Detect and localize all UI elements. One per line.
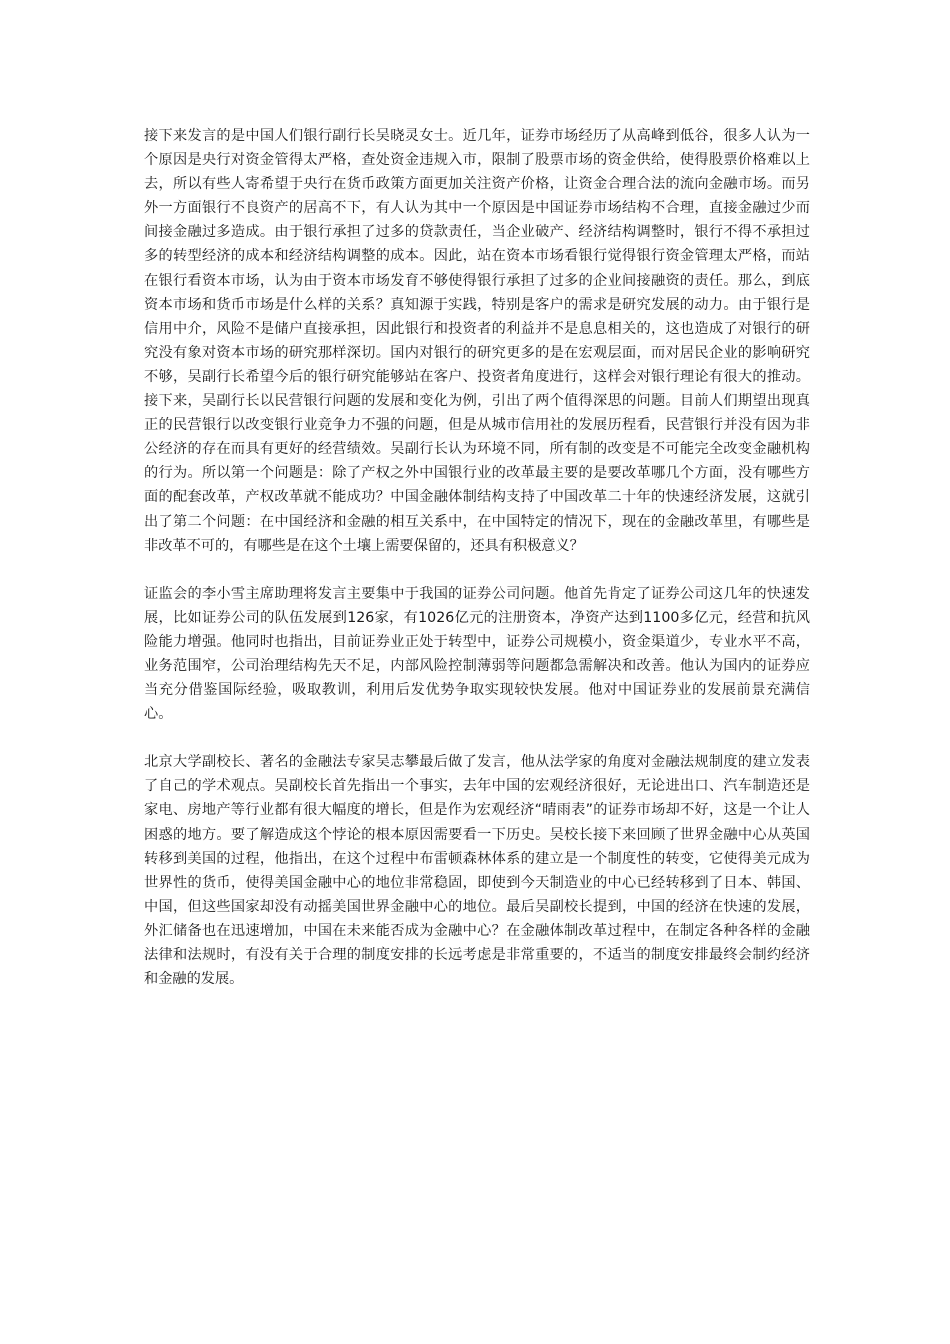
document-page xyxy=(144,124,810,1015)
paragraph-li-xiaoxue-speech: 证监会的李小雪主席助理将发言主要集中于我国的证券公司问题。他首先肯定了证券公司这几年的快速发展，比如证券公司的队伍发展到126家，有1026亿元的注册资本，净资产达到1100多亿元，经营和抗风险能力增强。他同时也指出，目前证券业正处于转型中，证券公司规模小，资金渠道少，专业水平不高，业务范围窄，公司治理结构先天不足，内部风险控制薄弱等问题都急需解决和改善。他认为国内的证券应当充分借鉴国际经验，吸取教训，利用后发优势争取实现较快发展。他对中国证券业的发展前景充满信心。 xyxy=(144,585,810,723)
paragraph-wu-zhipan-speech: 北京大学副校长、著名的金融法专家吴志攀最后做了发言，他从法学家的角度对金融法规制度的建立发表了自己的学术观点。吴副校长首先指出一个事实，去年中国的宏观经济很好，无论进出口、汽车制造还是家电、房地产等行业都有很大幅度的增长，但是作为宏观经济“晴雨表”的证券市场却不好，这是一个让人困惑的地方。要了解造成这个悖论的根本原因需要看一下历史。吴校长接下来回顾了世界金融中心从英国转移到美国的过程，他指出，在这个过程中布雷顿森林体系的建立是一个制度性的转变，它使得美元成为世界性的货币，使得美国金融中心的地位非常稳固，即使到今天制造业的中心已经转移到了日本、韩国、中国，但这些国家却没有动摇美国世界金融中心的地位。最后吴副校长提到，中国的经济在快速的发展，外汇储备也在迅速增加，中国在未来能否成为金融中心？在金融体制改革过程中，在制定各种各样的金融法律和法规时，有没有关于合理的制度安排的长远考虑是非常重要的，不适当的制度安排最终会制约经济和金融的发展。 xyxy=(144,754,810,988)
paragraph-wu-xiaoling-speech: 接下来发言的是中国人们银行副行长吴晓灵女士。近几年，证券市场经历了从高峰到低谷，很多人认为一个原因是央行对资金管得太严格，查处资金违规入市，限制了股票市场的资金供给，使得股票价格难以上去，所以有些人寄希望于央行在货币政策方面更加关注资产价格，让资金合理合法的流向金融市场。而另外一方面银行不良资产的居高不下，有人认为其中一个原因是中国证券市场结构不合理，直接金融过少而间接金融过多造成。由于银行承担了过多的贷款责任，当企业破产、经济结构调整时，银行不得不承担过多的转型经济的成本和经济结构调整的成本。因此，站在资本市场看银行觉得银行资金管理太严格，而站在银行看资本市场，认为由于资本市场发育不够使得银行承担了过多的企业间接融资的责任。那么，到底资本市场和货币市场是什么样的关系？真知源于实践，特别是客户的需求是研究发展的动力。由于银行是信用中介，风险不是储户直接承担，因此银行和投资者的利益并不是息息相关的，这也造成了对银行的研究没有象对资本市场的研究那样深切。国内对银行的研究更多的是在宏观层面，而对居民企业的影响研究不够，吴副行长希望今后的银行研究能够站在客户、投资者角度进行，这样会对银行理论有很大的推动。接下来，吴副行长以民营银行问题的发展和变化为例，引出了两个值得深思的问题。目前人们期望出现真正的民营银行以改变银行业竞争力不强的问题，但是从城市信用社的发展历程看，民营银行并没有因为非公经济的存在而具有更好的经营绩效。吴副行长认为环境不同，所有制的改变是不可能完全改变金融机构的行为。所以第一个问题是：除了产权之外中国银行业的改革最主要的是要改革哪几个方面，没有哪些方面的配套改革，产权改革就不能成功？中国金融体制结构支持了中国改革二十年的快速经济发展，这就引出了第二个问题：在中国经济和金融的相互关系中，在中国特定的情况下，现在的金融改革里，有哪些是非改革不可的，有哪些是在这个土壤上需要保留的，还具有积极意义？ xyxy=(144,128,810,554)
